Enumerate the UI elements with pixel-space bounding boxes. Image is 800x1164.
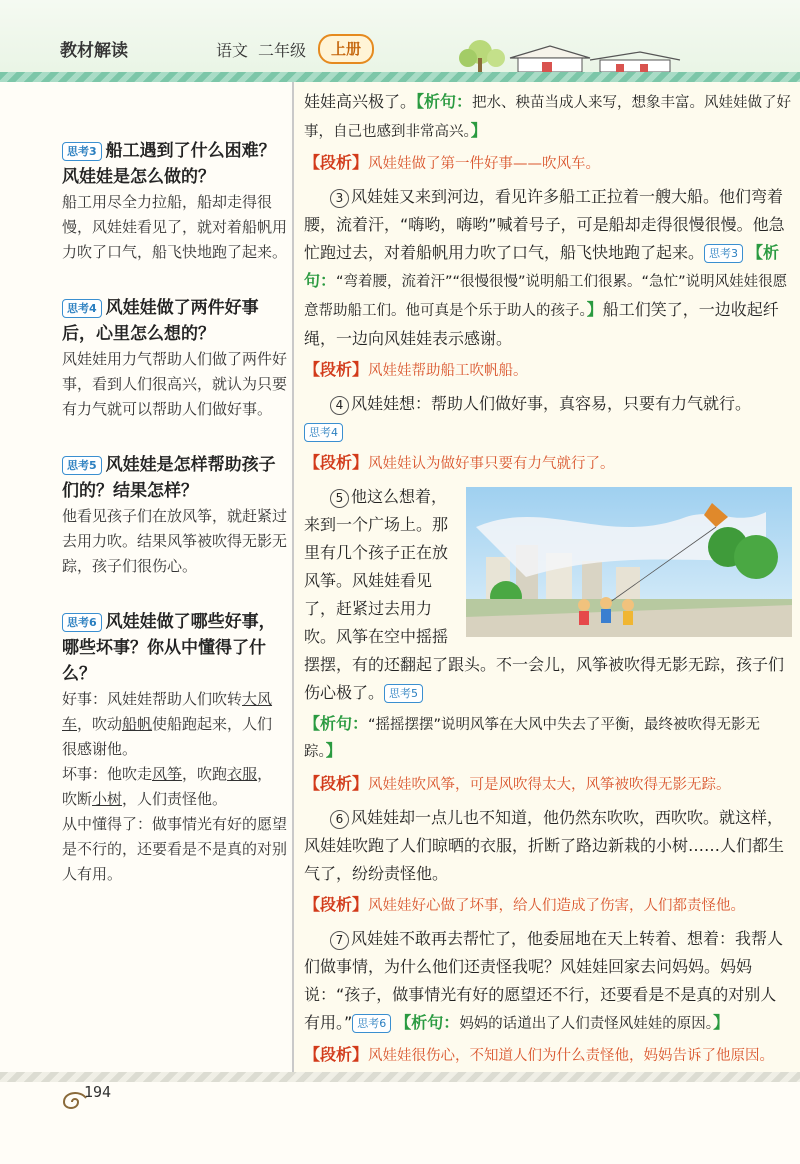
page-header: [0, 0, 800, 82]
paragraph-number: 5: [330, 489, 349, 508]
paragraph-4: 4 风娃娃想：帮助人们做好事，真容易，只要有力气就行。思考4: [304, 390, 792, 446]
paragraph-6: 6 风娃娃却一点儿也不知道，他仍然东吹吹，西吹吹。就这样，风娃娃吹跑了人们晾晒的衣服，折断了路边新栽的小树……人们都生气了，纷纷责怪他。: [304, 808, 785, 883]
analysis-3: 【段析】风娃娃帮助船工吹帆船。: [304, 360, 528, 379]
think-tag: 思考5: [62, 456, 102, 475]
kite-illustration-icon: [466, 487, 792, 637]
analysis-2: 【段析】风娃娃做了第一件好事——吹风车。: [304, 153, 601, 172]
analysis-7: 【段析】风娃娃很伤心，不知道人们为什么责怪他，妈妈告诉了他原因。: [304, 1045, 775, 1064]
paragraph-number: 4: [330, 396, 349, 415]
paragraph-5: 5 他这么想着，来到一个广场上。那里有几个孩子正在放风筝。风娃娃看见了，赶紧过去用力吹。风筝在空中摇摇摆摆，有的还翻起了跟头。不一会儿，风筝被吹得无影无踪，孩子们伤心极了。 思考5: [304, 483, 792, 707]
volume-badge: 上册: [318, 34, 374, 64]
paragraph-number: 3: [330, 189, 349, 208]
analysis-6: 【段析】风娃娃好心做了坏事，给人们造成了伤害，人们都责怪他。: [304, 895, 746, 914]
subject-label: 语文: [216, 41, 249, 60]
house-illustration-icon: [440, 40, 690, 72]
paragraph-7: 7 风娃娃不敢再去帮忙了，他委屈地在天上转着、想着：我帮人们做事情，为什么他们还责怪我呢？风娃娃回家去问妈妈。妈妈说：“孩子，做事情光有好的愿望还不行，还要看是不是真的对别人有用。” 思考6 【析句：妈妈的话道出了人们责怪风娃娃的原因。】: [304, 929, 784, 1032]
paragraph-number: 6: [330, 810, 349, 829]
bad-deeds-text: 坏事：他吹走风筝，吹跑衣服，吹断小树，人们责怪他。: [62, 765, 273, 808]
page-footer: [0, 1072, 800, 1164]
question-text: 船工遇到了什么困难？风娃娃是怎么做的？: [62, 141, 276, 187]
think-tag: 思考3: [704, 244, 743, 263]
analysis-4: 【段析】风娃娃认为做好事只要有力气就行了。: [304, 453, 615, 472]
think-tag: 思考3: [62, 142, 102, 161]
page-number: 194: [84, 1083, 112, 1101]
question-block-4: [62, 295, 287, 422]
question-text: 风娃娃是怎样帮助孩子们的？结果怎样？: [62, 455, 276, 501]
think-tag: 思考4: [62, 299, 102, 318]
answer-text: 风娃娃用力气帮助人们做了两件好事，看到人们很高兴，就认为只要有力气就可以帮助人们做好事。: [62, 350, 288, 418]
question-text: 风娃娃做了哪些好事，哪些坏事？你从中懂得了什么？: [62, 612, 276, 684]
think-tag: 思考5: [384, 684, 423, 703]
question-block-6: [62, 609, 287, 887]
grade-label: 二年级: [258, 41, 307, 60]
story-text: [304, 88, 792, 1075]
think-tag: 思考4: [304, 423, 343, 442]
analysis-5: 【段析】风娃娃吹风筝，可是风吹得太大，风筝被吹得无影无踪。: [304, 774, 731, 793]
think-questions: [62, 138, 287, 917]
paragraph-number: 7: [330, 931, 349, 950]
answer-text: 他看见孩子们在放风筝，就赶紧过去用力吹。结果风筝被吹得无影无踪，孩子们很伤心。: [62, 507, 288, 575]
paragraph-3: 3 风娃娃又来到河边，看见许多船工正拉着一艘大船。他们弯着腰，流着汗，“嗨哟，嗨哟”喊着号子，可是船却走得很慢很慢。他急忙跑过去，对着船帆用力吹了口气，船飞快地跑了起来。 思考3 【析句：“弯着腰，流着汗”“很慢很慢”说明船工们很累。“急忙”说明风娃娃很愿意帮助船工们。他可真是个乐于助人的孩子。】船工们笑了，一边收起纤绳，一边向风娃娃表示感谢。: [304, 187, 788, 348]
header-stripe: [0, 72, 800, 82]
question-text: 风娃娃做了两件好事后，心里怎么想的？: [62, 298, 259, 344]
book-title: 教材解读: [60, 41, 128, 61]
think-tag: 思考6: [352, 1014, 391, 1033]
sentence-analysis-5: 【析句：“摇摇摆摆”说明风筝在大风中失去了平衡，最终被吹得无影无踪。】: [304, 714, 761, 760]
question-block-5: [62, 452, 287, 579]
paragraph-2-tail: 娃娃高兴极了。【析句：把水、秧苗当成人来写，想象丰富。风娃娃做了好事，自己也感到非常高兴。】: [304, 92, 792, 140]
think-tag: 思考6: [62, 613, 102, 632]
footer-stripe: [0, 1072, 800, 1082]
good-deeds-text: 好事：风娃娃帮助人们吹转大风车，吹动船帆使船跑起来，人们很感谢他。: [62, 690, 273, 758]
question-block-3: [62, 138, 287, 265]
lesson-text: 从中懂得了：做事情光有好的愿望是不行的，还要看是不是真的对别人有用。: [62, 815, 288, 883]
answer-text: 船工用尽全力拉船，船却走得很慢，风娃娃看见了，就对着船帆用力吹了口气，船飞快地跑了起来。: [62, 193, 288, 261]
